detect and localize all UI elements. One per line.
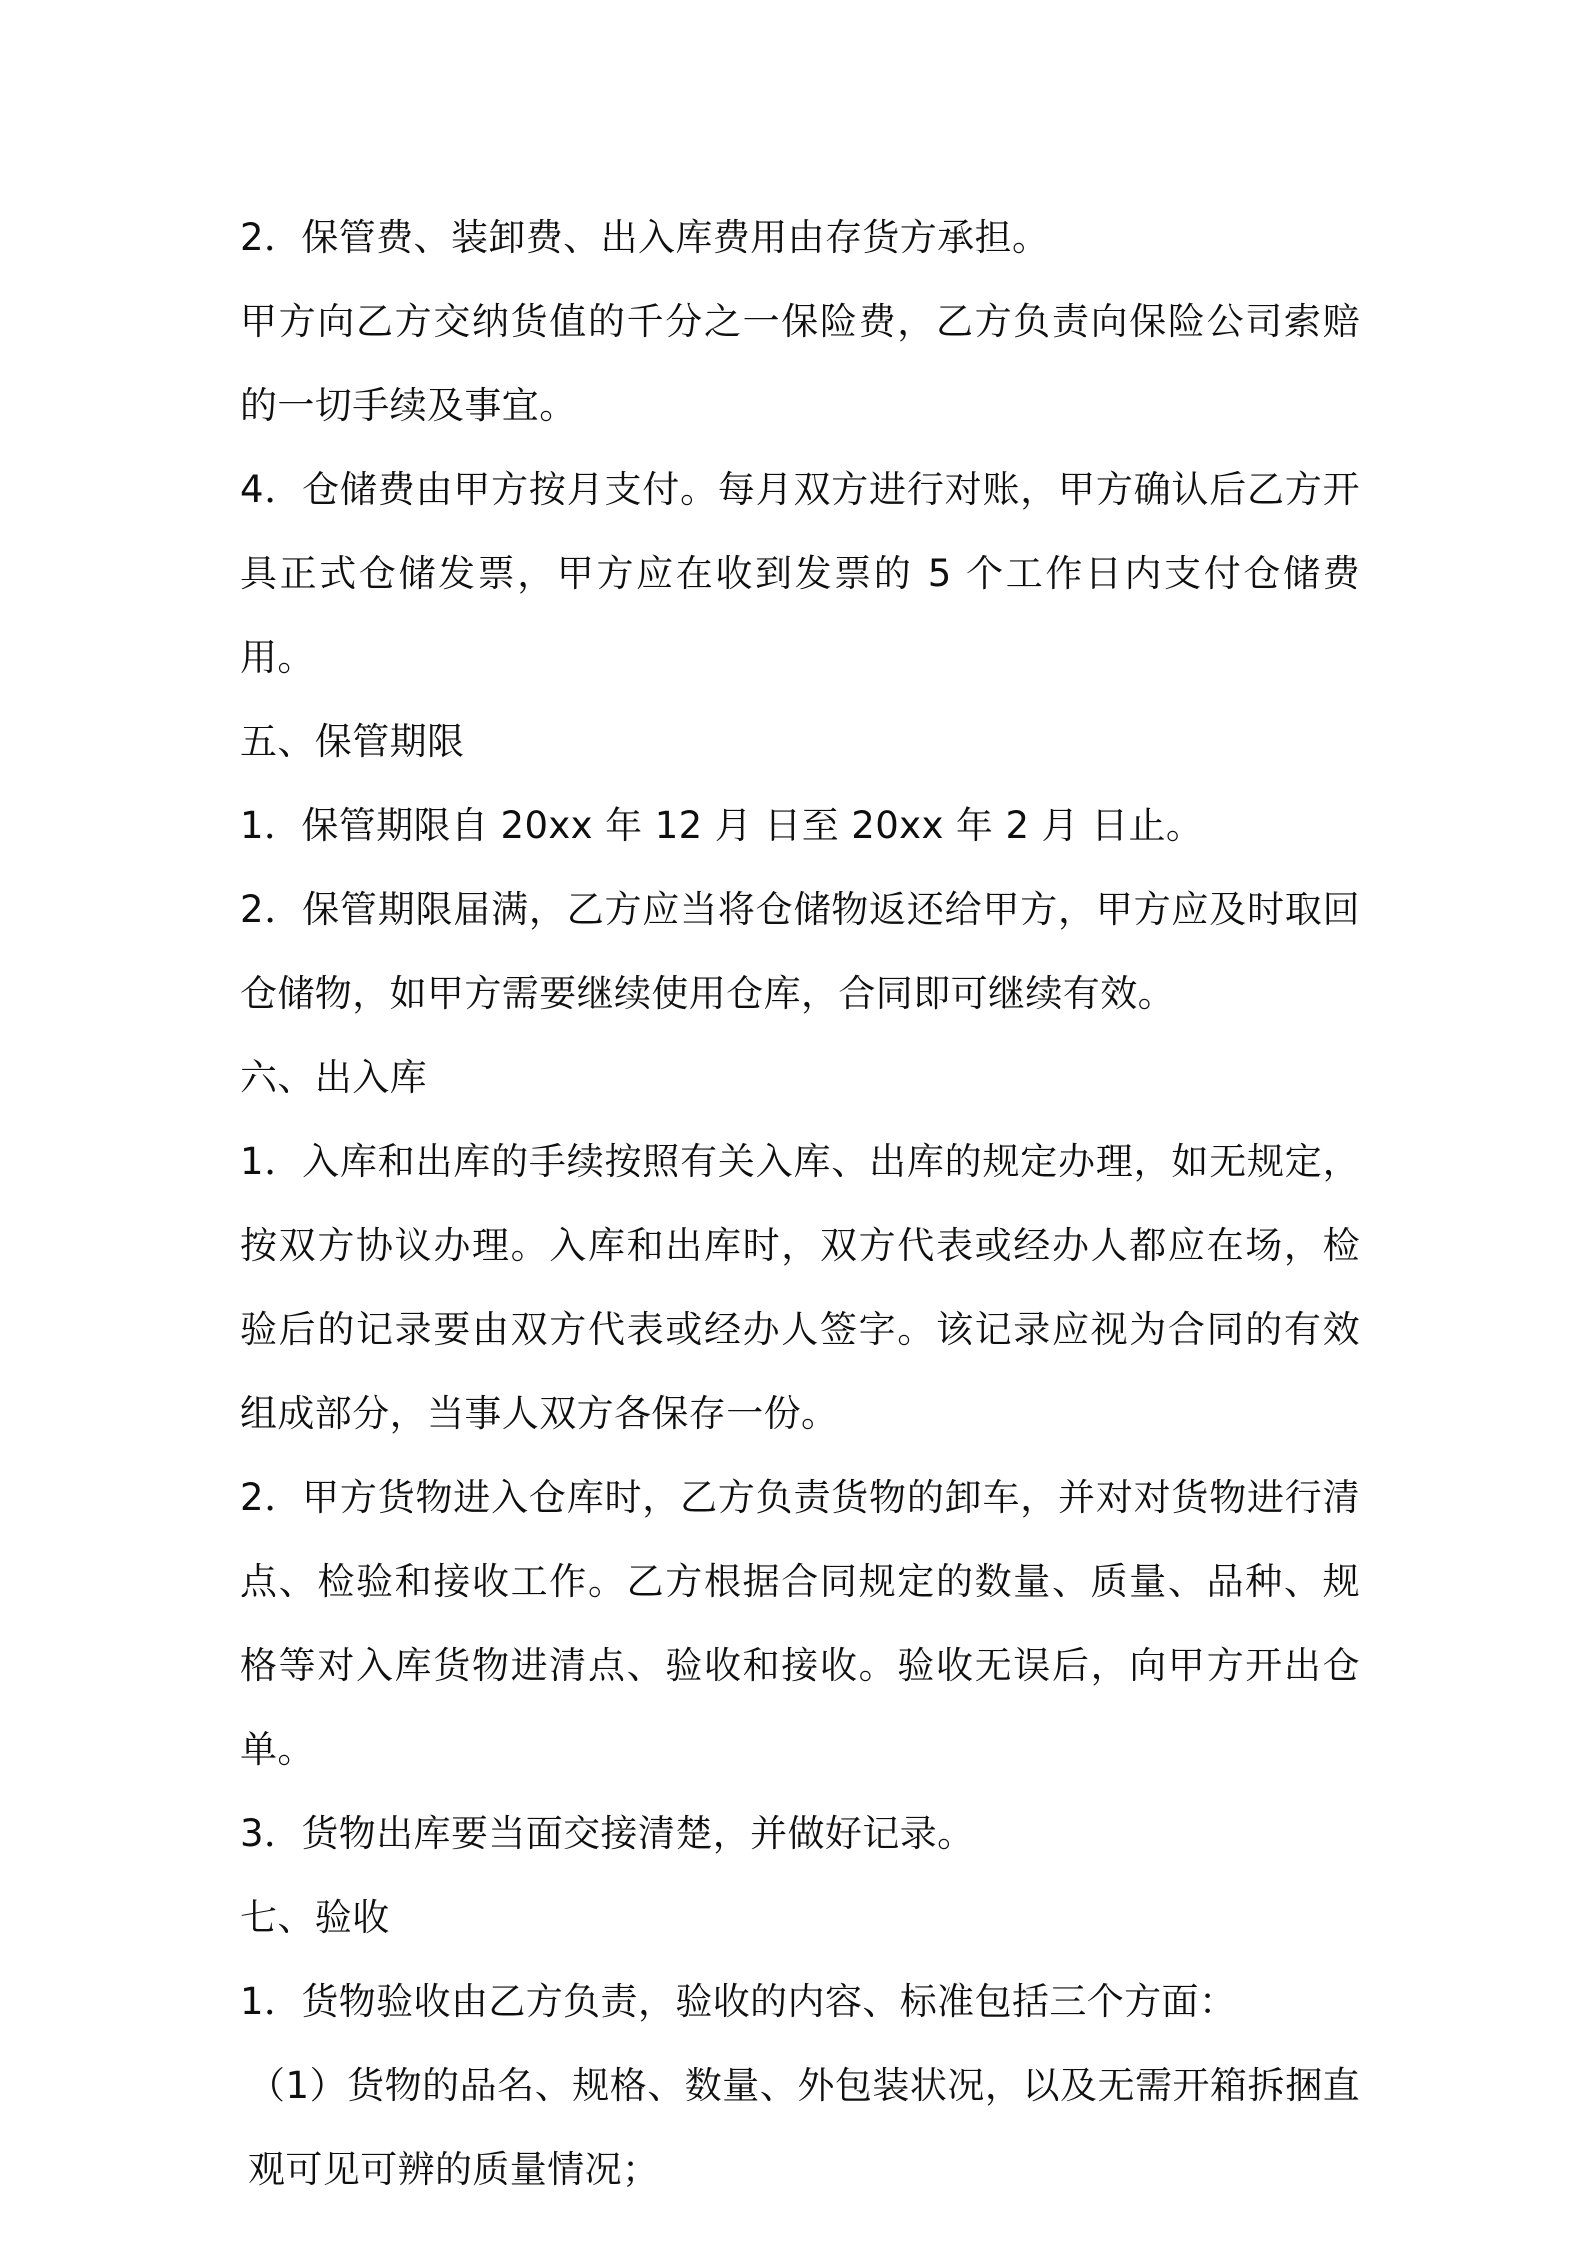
section-heading-storage-period: 五、保管期限 [240,720,465,763]
paragraph-acceptance-scope: 1．货物验收由乙方负责，验收的内容、标准包括三个方面： [240,1980,1237,2023]
paragraph-storage-fees: 2．保管费、装卸费、出入库费用由存货方承担。 [240,216,1050,259]
section-heading-acceptance: 七、验收 [240,1896,390,1939]
document-body [240,196,1360,2212]
paragraph-goods-entry: 2．甲方货物进入仓库时，乙方负责货物的卸车，并对对货物进行清点、检验和接收工作。乙方根据合同规定的数量、质量、品种、规格等对入库货物进清点、验收和接收。验收无误后，向甲方开出仓单。 [240,1476,1360,1771]
paragraph-period-dates: 1．保管期限自 20xx 年 12 月 日至 20xx 年 2 月 日止。 [240,804,1204,847]
paragraph-acceptance-item-1: （1）货物的品名、规格、数量、外包装状况，以及无需开箱拆捆直观可见可辨的质量情况； [248,2064,1360,2191]
paragraph-goods-exit: 3．货物出库要当面交接清楚，并做好记录。 [240,1812,975,1855]
section-heading-in-out: 六、出入库 [240,1056,427,1099]
paragraph-insurance: 甲方向乙方交纳货值的千分之一保险费，乙方负责向保险公司索赔的一切手续及事宜。 [240,300,1360,427]
paragraph-monthly-payment: 4．仓储费由甲方按月支付。每月双方进行对账，甲方确认后乙方开具正式仓储发票，甲方应在收到发票的 5 个工作日内支付仓储费用。 [240,468,1360,679]
paragraph-in-out-procedure: 1．入库和出库的手续按照有关入库、出库的规定办理，如无规定，按双方协议办理。入库和出库时，双方代表或经办人都应在场，检验后的记录要由双方代表或经办人签字。该记录应视为合同的有效组成部分，当事人双方各保存一份。 [240,1140,1360,1435]
paragraph-period-expiry: 2．保管期限届满，乙方应当将仓储物返还给甲方，甲方应及时取回仓储物，如甲方需要继续使用仓库，合同即可继续有效。 [240,888,1360,1015]
